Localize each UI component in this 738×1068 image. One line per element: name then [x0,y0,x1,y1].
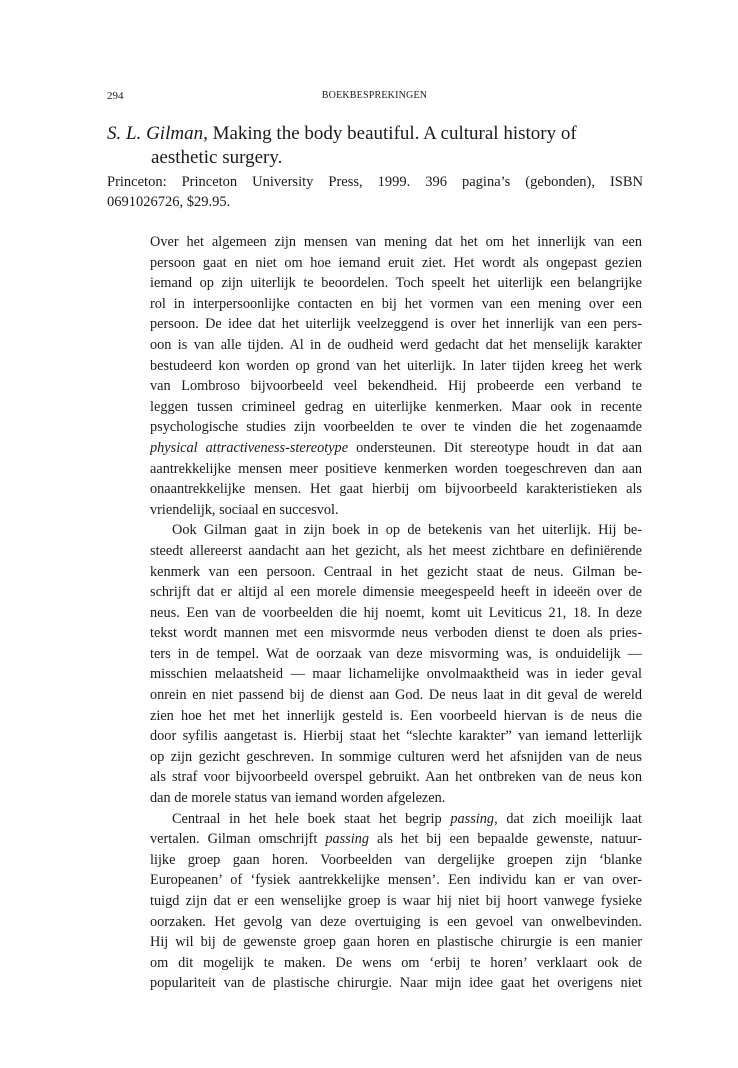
body-line-text: Hij wil bij de gewenste groep gaan horen en plastische chirurgie is een manier [150,934,642,951]
body-line-text: populariteit van de plastische chirurgie. Naar mijn idee gaat het overigens niet [150,975,642,992]
body-line [150,891,642,912]
body-line [150,767,642,788]
body-line-text: bestudeerd kon worden op grond van het uiterlijk. In later tijden kreeg het werk [150,357,642,374]
body-line [150,438,642,459]
body-line-text: psychologische studies zijn voorbeelden te over te vinden die het zogenaamde [150,419,642,436]
body-line-text: , dat zich moeilijk laat [494,810,642,827]
body-line [150,623,642,644]
body-line [150,664,642,685]
body-line-italic: passing [325,831,370,848]
body-line-text: ters in de tempel. Wat de oorzaak van deze misvorming was, is onduidelijk — [150,645,642,662]
body-line-text: onaantrekkelijke mensen. Het gaat hierbij om bijvoorbeeld karakteristieken als [150,481,642,498]
body-line [150,870,642,891]
publication-info-line-2: 0691026726, $29.95. [107,194,231,210]
body-line [150,706,642,727]
book-author: S. L. Gilman, [107,123,208,144]
running-title: BOEKBESPREKINGEN [321,90,428,101]
body-line [150,747,642,768]
body-line [150,685,642,706]
body-line-text: op zijn gezicht geschreven. In sommige culturen werd het afsnijden van de neus [150,748,642,765]
body-line-text: Over het algemeen zijn mensen van mening dat het om het innerlijk van een [150,234,642,250]
body-line [150,562,642,583]
body-line [150,376,642,397]
body-line-text: oon is van alle tijden. Al in de oudheid werd gedacht dat het menselijk karakter [150,336,642,353]
body-line-text: vriendelijk, sociaal en succesvol. [150,501,339,518]
body-line-text: steedt allereerst aandacht aan het gezicht, als het meest zichtbare en definiërende [150,542,642,559]
body-line-text: Europeanen’ of ‘fysiek aantrekkelijke mensen’. Een individu kan er van over- [150,872,642,889]
body-line [150,850,642,871]
body-line-text: als straf voor bijvoorbeeld overspel gebruikt. Aan het ontbreken van de neus kon [150,769,642,786]
body-line [150,541,642,562]
body-line [150,397,642,418]
body-line [150,912,642,933]
book-title-part-2: aesthetic surgery. [151,147,283,168]
body-line [150,582,642,603]
body-line-italic: passing [450,810,495,827]
body-line [150,788,642,809]
body-line-text: misschien melaatsheid — maar lichamelijke onvolmaaktheid was in ieder geval [150,666,642,683]
publication-info [107,172,643,212]
body-line [150,232,642,253]
body-line-text: schrijft dat er altijd al een morele dimensie meegespeeld heeft in ideeën over de [150,584,642,601]
body-line-text: van Lombroso bijvoorbeeld veel bekendheid. Hij probeerde een verband te [150,378,642,395]
body-line-text: tekst wordt mannen met een misvormde neus verboden dienst te doen als pries- [150,625,642,642]
body-line [150,726,642,747]
body-line-text: zien hoe het met het innerlijk gesteld is. Een voorbeeld hiervan is de neus die [150,707,642,724]
body-line [150,273,642,294]
body-line-text: leggen tussen crimineel gedrag en uiterlijke kenmerken. Maar ook in recente [150,398,642,415]
book-title-part-1: Making the body beautiful. A cultural history of [212,123,577,144]
body-line [150,644,642,665]
body-line-text: persoon gaat en niet om hoe iemand eruit ziet. Het wordt als ongepast gezien [150,254,642,271]
body-line [150,520,642,541]
body-line-italic: physical attractiveness-stereotype [150,439,349,456]
body-line-text: dan de morele status van iemand worden afgelezen. [150,790,446,807]
body-line [150,479,642,500]
body-line-text: Centraal in het hele boek staat het begrip [172,810,451,827]
body-line [150,294,642,315]
book-title [107,122,647,170]
body-line [150,356,642,377]
body-line-text: tuigd zijn dat er een wenselijke groep is waar hij niet bij hoort vanwege fysieke [150,893,642,909]
body-line-text: neus. Een van de voorbeelden die hij noemt, komt uit Leviticus 21, 18. In deze [150,604,642,621]
body-line [150,459,642,480]
body-line-text: iemand op zijn uiterlijk te beoordelen. Toch speelt het uiterlijk een belangrijke [150,275,642,292]
body-line-text: lijke groep gaan horen. Voorbeelden van dergelijke groepen zijn ‘blanke [150,851,642,868]
book-title-line-1 [107,122,647,146]
body-line [150,603,642,624]
body-line [150,829,642,850]
body-line [150,314,642,335]
body-line [150,500,642,521]
review-body [150,232,642,994]
body-line-text: onrein en niet passend bij de dienst aan God. De neus laat in dit geval de wereld [150,687,642,704]
body-line [150,973,642,994]
body-line [150,417,642,438]
body-line [150,932,642,953]
body-line [150,253,642,274]
body-line-text: aantrekkelijke mensen meer positieve kenmerken worden toegeschreven dan aan [150,460,642,477]
body-line-text: kenmerk van een persoon. Centraal in het gezicht staat de neus. Gilman be- [150,563,642,580]
body-line [150,335,642,356]
body-line-text: Ook Gilman gaat in zijn boek in op de betekenis van het uiterlijk. Hij be- [172,522,642,539]
body-line-text: rol in interpersoonlijke contacten en bij het vormen van een mening over een [150,295,642,312]
body-line [150,953,642,974]
running-header [107,90,642,104]
body-line-text: om dit mogelijk te maken. De wens om ‘erbij te horen’ verklaart ook de [150,954,642,971]
body-line-text: oorzaken. Het gevolg van deze overtuiging is een gevoel van onwelbevinden. [150,913,642,930]
body-line-text: ondersteunen. Dit stereotype houdt in dat aan [348,439,642,456]
body-line-text: als het bij een bepaalde gewenste, natuur- [369,831,642,848]
body-line-text: door syfilis aangetast is. Hierbij staat het “slechte karakter” van iemand letterlijk [150,728,642,745]
body-line-text: vertalen. Gilman omschrijft [150,831,326,848]
body-line [150,809,642,830]
publication-info-line-1: Princeton: Princeton University Press, 1999. 396 pagina’s (gebonden), ISBN [107,174,643,190]
body-line-text: persoon. De idee dat het uiterlijk veelzeggend is over het innerlijk van een pers- [150,316,642,333]
page-number: 294 [107,90,124,102]
